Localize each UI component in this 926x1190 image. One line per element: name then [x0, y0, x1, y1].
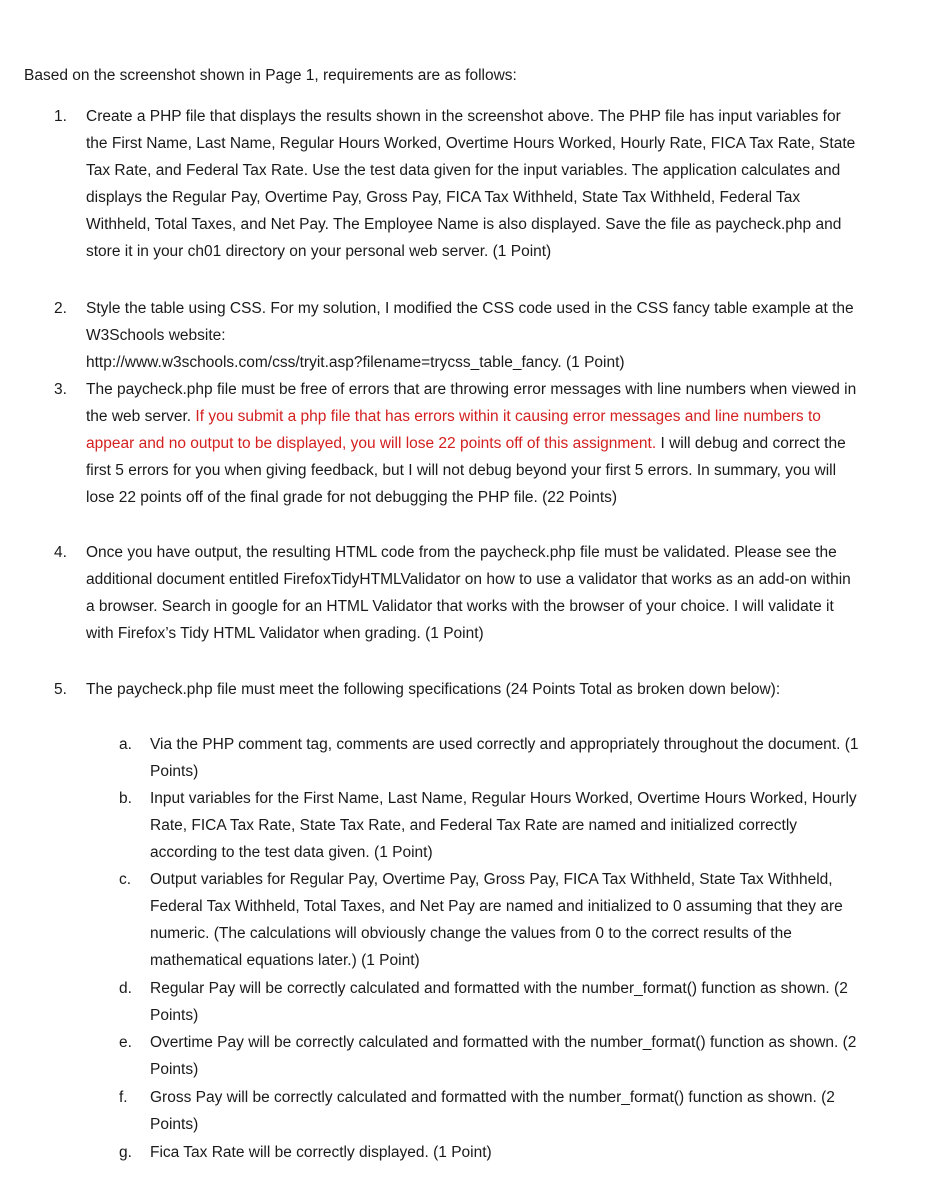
w3schools-url: http://www.w3schools.com/css/tryit.asp?filename=trycss_table_fancy. (1 Point): [86, 353, 625, 371]
list-marker: b.: [119, 790, 132, 807]
intro-paragraph: Based on the screenshot shown in Page 1, requirements are as follows:: [24, 67, 517, 84]
requirement-text: The paycheck.php file must meet the following specifications (24 Points Total as broken down below):: [86, 681, 781, 698]
specification-text: Output variables for Regular Pay, Overtime Pay, Gross Pay, FICA Tax Withheld, State Tax Withheld, Federal Tax Withheld, Total Taxes, and Net Pay are named and initialized to 0 assuming that they are numeric. (The calculations will obviously change the values from 0 to the correct results of the mathematical equations later.) (1 Point): [150, 871, 843, 969]
list-marker: 2.: [54, 300, 67, 317]
requirement-text-continued: I will debug and correct the first 5 errors for you when giving feedback, but I will not debug beyond your first 5 errors. In summary, you will lose 22 points off of the final grade for not debugging the PHP file. (22 Points): [86, 434, 846, 506]
specification-item-d: [119, 976, 865, 1030]
specification-text: Regular Pay will be correctly calculated and formatted with the number_format() function as shown. (2 Points): [150, 980, 848, 1024]
list-marker: 4.: [54, 544, 67, 561]
list-marker: g.: [119, 1144, 132, 1161]
requirement-text: Create a PHP file that displays the results shown in the screenshot above. The PHP file has input variables for the First Name, Last Name, Regular Hours Worked, Overtime Hours Worked, Hourly Rate, FICA Tax Rate, State Tax Rate, and Federal Tax Rate. Use the test data given for the input variables. The application calculates and displays the Regular Pay, Overtime Pay, Gross Pay, FICA Tax Withheld, State Tax Withheld, Federal Tax Withheld, Total Taxes, and Net Pay. The Employee Name is also displayed. Save the file as paycheck.php and store it in your ch01 directory on your personal web server. (1 Point): [86, 108, 856, 260]
requirement-text: The paycheck.php file must be free of errors that are throwing error messages with line numbers when viewed in the web server.: [86, 381, 857, 425]
requirement-item-1: [54, 104, 861, 265]
requirement-item-2: [54, 296, 861, 377]
list-marker: a.: [119, 736, 132, 753]
specification-item-f: [119, 1085, 865, 1139]
list-marker: d.: [119, 980, 132, 997]
warning-text: If you submit a php file that has errors within it causing error messages and line numbers to appear and no output to be displayed, you will lose 22 points off of this assignment.: [86, 407, 821, 452]
specification-text: Overtime Pay will be correctly calculated and formatted with the number_format() function as shown. (2 Points): [150, 1034, 857, 1078]
list-marker: f.: [119, 1089, 128, 1106]
list-marker: c.: [119, 871, 132, 888]
requirement-item-4: [54, 540, 861, 648]
requirement-item-3: [54, 377, 861, 512]
requirement-text: Style the table using CSS. For my solution, I modified the CSS code used in the CSS fancy table example at the W3Schools website:: [86, 300, 854, 344]
specification-item-e: [119, 1030, 865, 1084]
specification-item-b: [119, 786, 865, 867]
specification-text: Gross Pay will be correctly calculated and formatted with the number_format() function as shown. (2 Points): [150, 1089, 835, 1133]
requirement-text: Once you have output, the resulting HTML code from the paycheck.php file must be validated. Please see the additional document entitled FirefoxTidyHTMLValidator on how to use a validator that works as an add-on within a browser. Search in google for an HTML Validator that works with the browser of your choice. I will validate it with Firefox’s Tidy HTML Validator when grading. (1 Point): [86, 544, 851, 642]
list-marker: 1.: [54, 108, 67, 125]
list-marker: 3.: [54, 381, 67, 398]
specification-item-c: [119, 867, 865, 975]
list-marker: e.: [119, 1034, 132, 1051]
requirement-item-5: [54, 677, 861, 704]
specification-text: Fica Tax Rate will be correctly displayed. (1 Point): [150, 1144, 492, 1161]
list-marker: 5.: [54, 681, 67, 698]
specification-text: Input variables for the First Name, Last Name, Regular Hours Worked, Overtime Hours Worked, Hourly Rate, FICA Tax Rate, State Tax Rate, and Federal Tax Rate are named and initialized correctly according to the test data given. (1 Point): [150, 790, 857, 861]
specification-item-a: [119, 732, 865, 786]
specification-item-g: [119, 1140, 865, 1167]
specification-text: Via the PHP comment tag, comments are used correctly and appropriately throughout the document. (1 Points): [150, 736, 859, 780]
